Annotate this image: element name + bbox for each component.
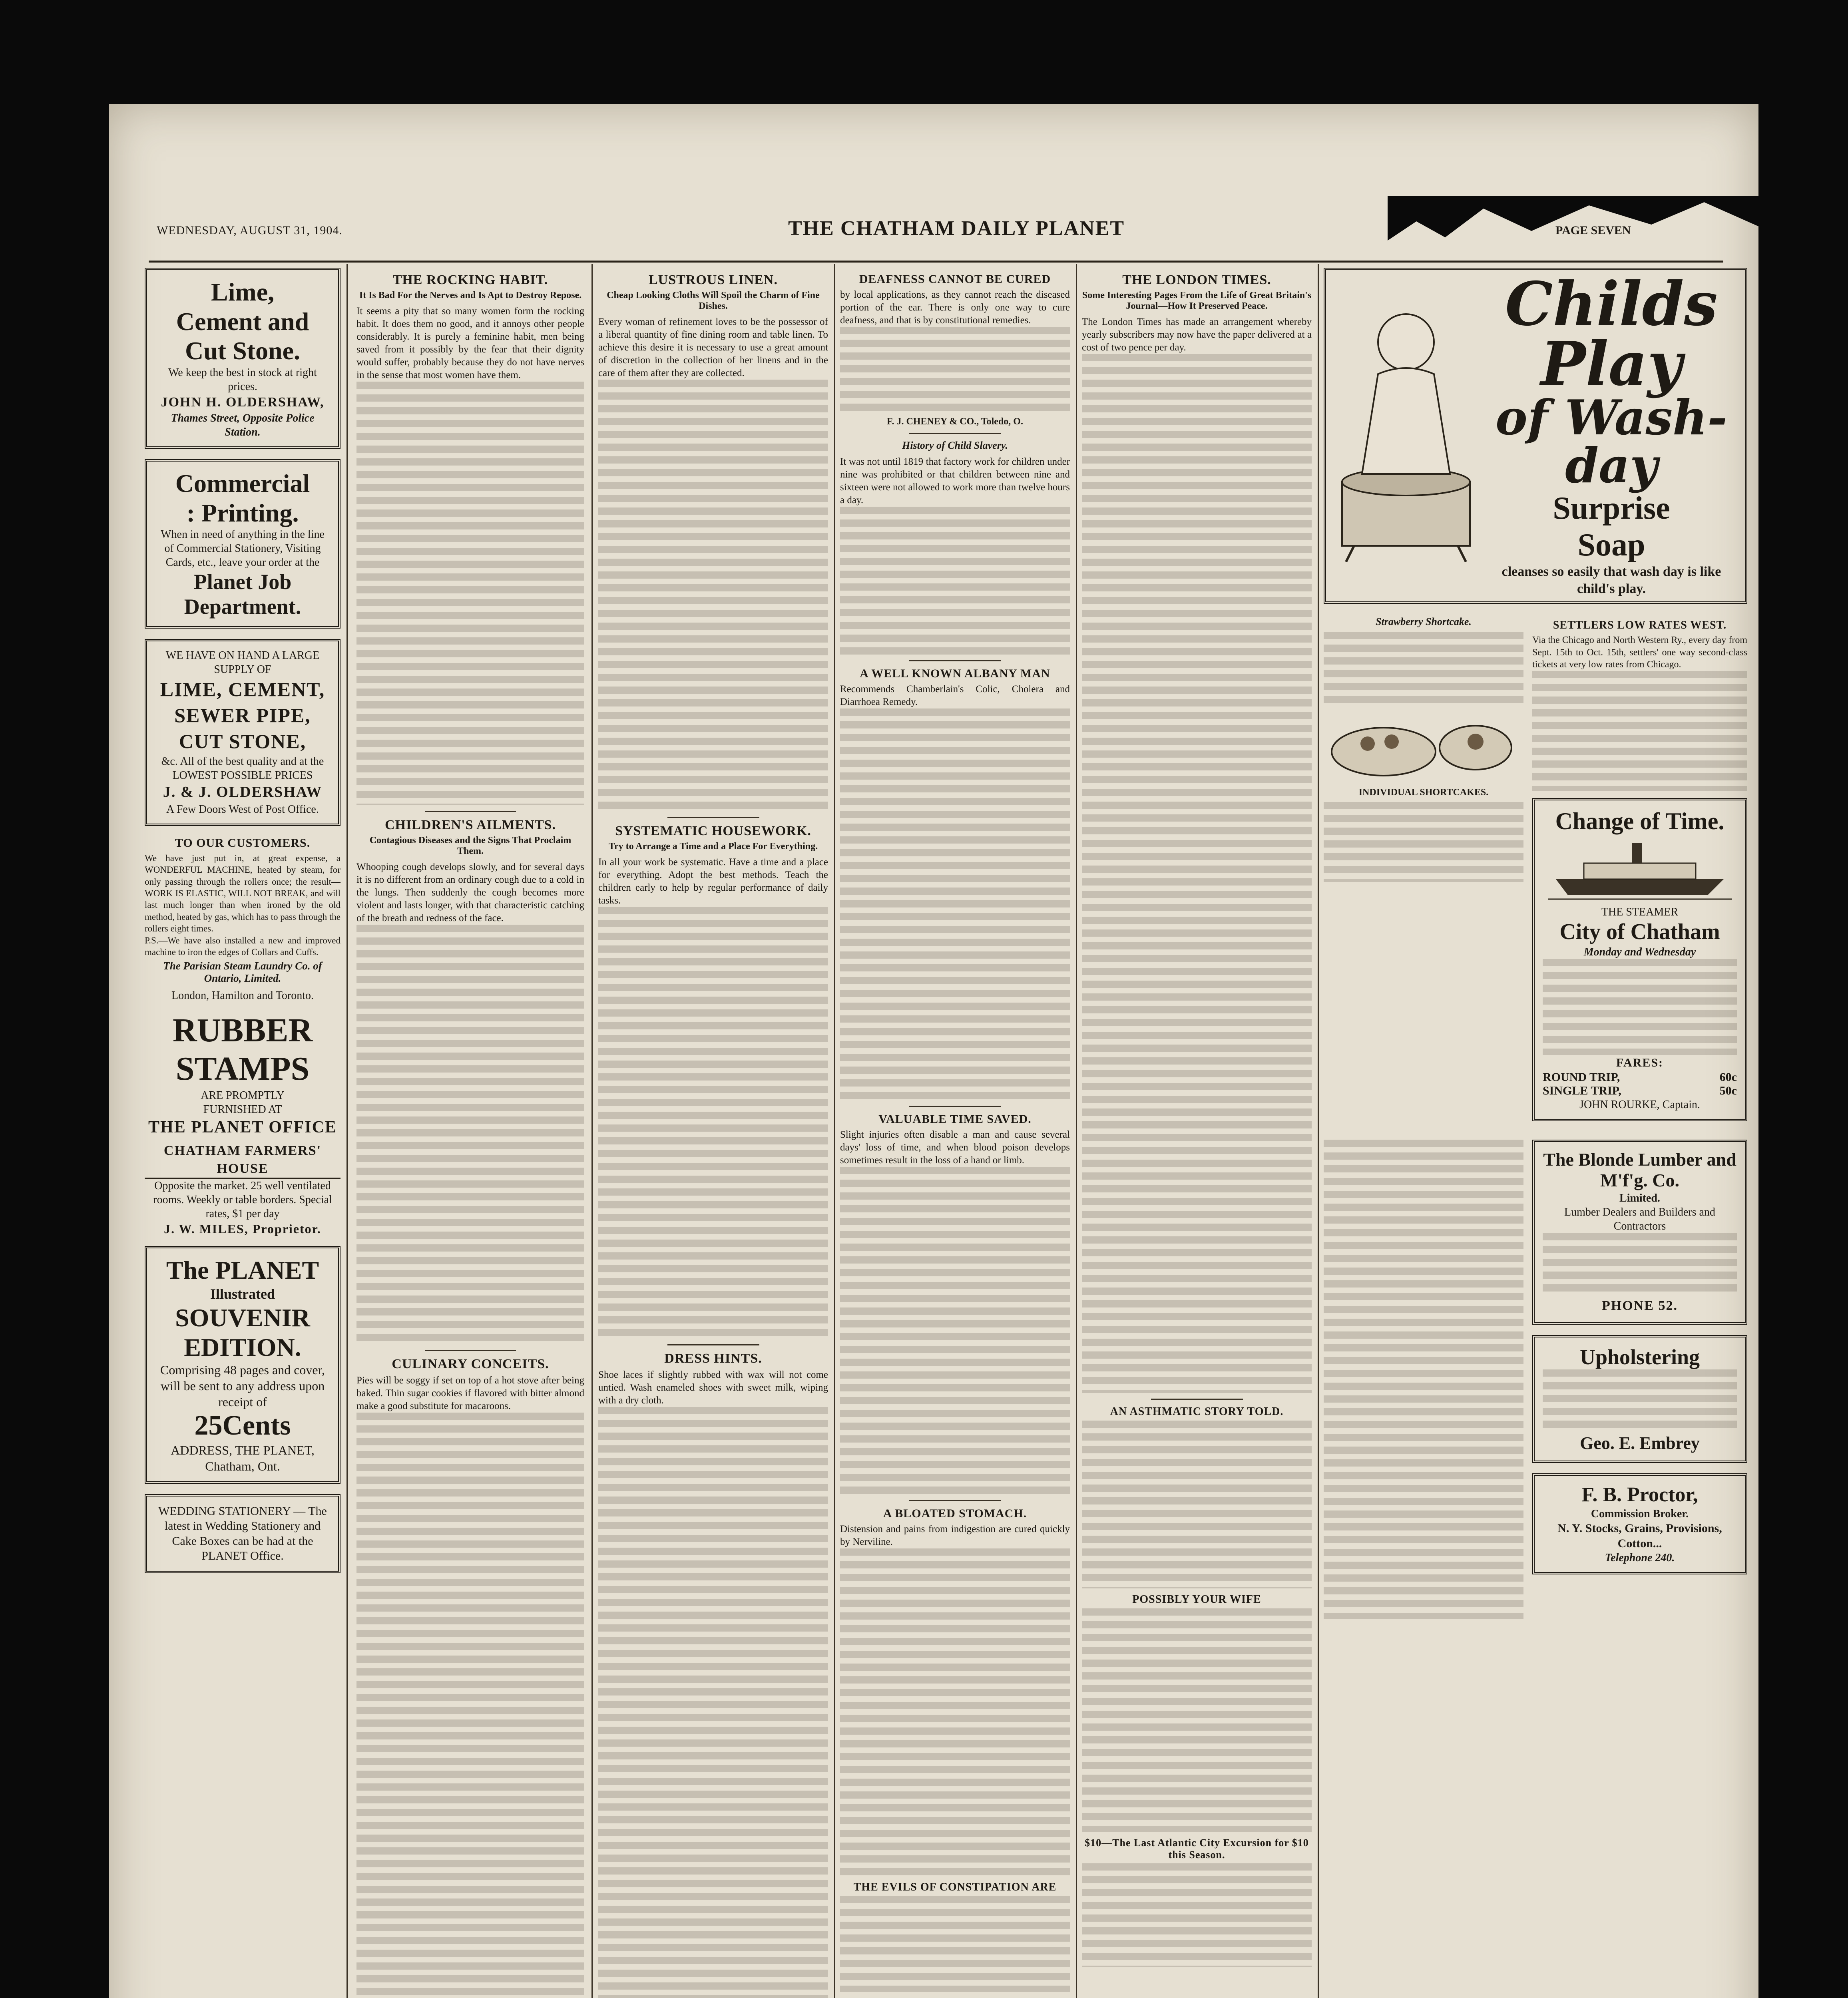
notice-text: P.S.—We have also installed a new and improved machine to iron the edges of Collars and Cuffs. <box>145 935 341 957</box>
souvenir-ad <box>145 1246 341 1483</box>
ad-text: Commission Broker. <box>1591 1508 1689 1520</box>
ad-headline: EDITION. <box>184 1333 301 1361</box>
ad-headline: The PLANET <box>166 1256 319 1285</box>
article-title: LUSTROUS LINEN. <box>649 273 778 287</box>
ad-text: &c. All of the best quality and at the LOWEST POSSIBLE PRICES <box>161 755 324 782</box>
ad-headline: of Wash-day <box>1495 390 1728 494</box>
ad-text: When in need of anything in the line of Commercial Stationery, Visiting Cards, etc., leave your order at the <box>161 528 325 569</box>
column-4 <box>840 268 1070 1992</box>
article-title: CHILDREN'S AILMENTS. <box>384 818 556 832</box>
ad-text: N. Y. Stocks, Grains, Provisions, Cotton... <box>1557 1522 1722 1550</box>
ad-headline: Cut Stone. <box>185 336 301 365</box>
ad-headline: Cement and <box>176 307 309 336</box>
article-body: Recommends Chamberlain's Colic, Cholera and Diarrhoea Remedy. <box>840 684 1070 707</box>
child-washing-illustration <box>1330 274 1482 562</box>
ad-headline: City of Chatham <box>1559 919 1720 945</box>
ad-headline: STAMPS <box>175 1050 310 1088</box>
ad-headline: Planet Job <box>193 570 292 594</box>
fare-price: 50c <box>1719 1084 1737 1097</box>
article-subtitle: Cheap Looking Cloths Will Spoil the Charm of Fine Dishes. <box>607 290 820 311</box>
article-title: THE ROCKING HABIT. <box>392 273 548 287</box>
column-rule <box>1318 264 1319 1998</box>
steamer-illustration <box>1548 835 1732 903</box>
article-body: Via the Chicago and North Western Ry., every day from Sept. 15th to Oct. 15th, settlers' one way second-class tickets at very low rates from Chicago. <box>1532 635 1747 670</box>
article-text-block <box>840 1548 1070 1876</box>
ad-headline: RUBBER <box>172 1011 313 1049</box>
article-text-block <box>1324 632 1523 704</box>
ad-text: FURNISHED AT <box>203 1103 282 1116</box>
article-text-block <box>840 1896 1070 1992</box>
ad-text: Comprising 48 pages and cover, will be sent to any address upon receipt of <box>160 1363 325 1409</box>
ad-headline: Commercial <box>175 469 310 498</box>
article-title: History of Child Slavery. <box>902 440 1008 451</box>
bottom-row <box>1324 1140 1747 1619</box>
rubber-stamps-ad <box>145 1011 341 1138</box>
dateline: WEDNESDAY, AUGUST 31, 1904. <box>157 224 343 237</box>
article-title: VALUABLE TIME SAVED. <box>878 1112 1032 1126</box>
blonde-lumber-ad <box>1532 1140 1747 1325</box>
article-title: SYSTEMATIC HOUSEWORK. <box>615 824 811 838</box>
fare-row <box>1543 1084 1737 1098</box>
ad-price: 25Cents <box>194 1410 291 1441</box>
brand-name: Surprise <box>1553 491 1670 526</box>
ad-text: Lumber Dealers and Builders and Contractors <box>1564 1206 1715 1233</box>
ad-name: J. & J. OLDERSHAW <box>163 784 323 801</box>
wedding-stationery-ad <box>145 1494 341 1573</box>
column-6 <box>1324 268 1747 1619</box>
ad-headline: : Printing. <box>186 498 299 527</box>
article-text-block <box>840 507 1070 655</box>
column-rule <box>1076 264 1077 1998</box>
separator <box>909 660 1001 661</box>
ad-text: WE HAVE ON HAND A LARGE SUPPLY OF <box>165 649 320 676</box>
separator <box>909 1106 1001 1107</box>
fare-label: SINGLE TRIP, <box>1543 1084 1621 1097</box>
article-title: DEAFNESS CANNOT BE CURED <box>859 273 1051 286</box>
ad-text: Opposite the market. 25 well ventilated rooms. Weekly or table borders. Special rates, $1 per day <box>153 1179 332 1220</box>
proctor-ad <box>1532 1473 1747 1574</box>
article-subtitle: Some Interesting Pages From the Life of Great Britain's Journal—How It Preserved Peace. <box>1082 290 1312 311</box>
ad-text: ARE PROMPTLY <box>201 1089 285 1102</box>
article-text-block <box>356 1413 584 1998</box>
article-subtitle: Try to Arrange a Time and a Place For Everything. <box>608 841 818 852</box>
article-title: A BLOATED STOMACH. <box>883 1507 1027 1520</box>
article-text-block <box>598 1407 828 1998</box>
article-body: The London Times has made an arrangement whereby yearly subscribers may now have the paper delivered at a cost of two pence per day. <box>1082 316 1312 353</box>
steamer-ad <box>1532 798 1747 1121</box>
article-title: Strawberry Shortcake. <box>1376 616 1472 627</box>
ad-text: cleanses so easily that wash day is like child's play. <box>1502 564 1721 596</box>
ad-name: J. W. MILES, Proprietor. <box>164 1221 321 1236</box>
ad-phone: PHONE 52. <box>1602 1298 1678 1313</box>
supply-ad <box>145 639 341 826</box>
settlers-notice <box>1532 614 1747 1132</box>
column-2 <box>356 268 584 1998</box>
article-title: DRESS HINTS. <box>664 1351 762 1366</box>
illustration-caption: INDIVIDUAL SHORTCAKES. <box>1358 787 1489 798</box>
article-text-block <box>1082 1863 1312 1967</box>
article-body: Slight injuries often disable a man and cause several days' loss of time, and when blood poison develops sometimes result in the loss of a hand or limb. <box>840 1129 1070 1166</box>
masthead: THE CHATHAM DAILY PLANET <box>788 217 1125 240</box>
ad-name: JOHN H. OLDERSHAW, <box>161 394 325 410</box>
column-rule <box>834 264 835 1998</box>
article-title: THE EVILS OF CONSTIPATION ARE <box>853 1881 1057 1893</box>
notice-text: We have just put in, at great expense, a WONDERFUL MACHINE, heated by steam, for only passing through the rollers once; the result—WORK IS ELASTIC, WILL NOT BREAK, and will last much longer than when ironed by the old method, heated by gas, which has to pass through the rollers eight times. <box>145 853 341 934</box>
ad-headline: Childs Play <box>1505 269 1718 399</box>
article-body: It seems a pity that so many women form the rocking habit. It does them no good, and it annoys other people considerably. It is purely a feminine habit, men being saved from it possibly by the fear that their dignity would suffer, probably because they do not have nerves in the sense that most women have them. <box>356 306 584 380</box>
article-text-block <box>840 1167 1070 1495</box>
ad-text: We keep the best in stock at right prices. <box>168 366 317 393</box>
brand-name: Soap <box>1577 527 1645 563</box>
article-body: by local applications, as they cannot reach the diseased portion of the ear. There is only one way to cure deafness, and that is by constitutional remedies. <box>840 289 1070 326</box>
upholstering-ad <box>1532 1335 1747 1463</box>
article-text-block <box>840 327 1070 415</box>
ad-text-block <box>1543 1233 1737 1297</box>
separator <box>425 1350 516 1351</box>
ad-text-block <box>1543 1369 1737 1433</box>
separator <box>667 817 759 818</box>
article-title: THE LONDON TIMES. <box>1122 273 1271 287</box>
article-text-block <box>356 925 584 1344</box>
ad-headline: F. B. Proctor, <box>1581 1483 1698 1506</box>
ad-headline: THE PLANET OFFICE <box>148 1118 337 1136</box>
lime-ad <box>145 268 341 449</box>
ad-address: A Few Doors West of Post Office. <box>166 803 319 816</box>
article-body: Every woman of refinement loves to be the possessor of a liberal quantity of fine dining room and table linen. To achieve this desire it is necessary to use a great amount of discretion in the collection of her linens and in the care of them after they are collected. <box>598 316 828 378</box>
column-rule <box>346 264 348 1998</box>
ad-phone: Telephone 240. <box>1605 1552 1675 1564</box>
article-text-block <box>598 380 828 811</box>
laundry-notice <box>145 836 341 1003</box>
column-3 <box>598 268 828 1998</box>
column-1 <box>145 268 341 1584</box>
ad-name: Geo. E. Embrey <box>1580 1433 1700 1453</box>
article-body: Distension and pains from indigestion are cured quickly by Nerviline. <box>840 1524 1070 1547</box>
separator <box>667 1344 759 1345</box>
article-text-block <box>1082 1608 1312 1832</box>
ad-headline: Lime, <box>211 278 275 306</box>
separator <box>1151 1399 1243 1400</box>
article-title: SETTLERS LOW RATES WEST. <box>1553 619 1727 631</box>
ad-text: Monday and Wednesday <box>1583 945 1696 958</box>
ad-text: THE STEAMER <box>1601 906 1679 919</box>
fare-price: 60c <box>1719 1070 1737 1084</box>
ad-address: ADDRESS, THE PLANET, Chatham, Ont. <box>171 1443 315 1473</box>
ad-address: Thames Street, Opposite Police Station. <box>171 412 315 438</box>
ad-headline: Department. <box>184 595 301 619</box>
article-body: Pies will be soggy if set on top of a hot stove after being baked. Thin sugar cookies if flavored with bitter almond make a good substitute for macaroons. <box>356 1375 584 1411</box>
article-text-block <box>598 907 828 1339</box>
ad-copy <box>1482 269 1741 597</box>
ad-headline: Change of Time. <box>1555 808 1725 835</box>
bottom-left-text <box>1324 1140 1523 1619</box>
ad-headline: CHATHAM FARMERS' HOUSE <box>145 1142 341 1178</box>
article-subtitle: It Is Bad For the Nerves and Is Apt to Destroy Repose. <box>359 290 582 300</box>
article-text-block <box>356 382 584 805</box>
article-text-block <box>1532 671 1747 791</box>
printing-ad <box>145 459 341 629</box>
page-number: PAGE SEVEN <box>1555 224 1631 237</box>
ad-text: WEDDING STATIONERY — The latest in Wedding Stationery and Cake Boxes can be had at the PLANET Office. <box>158 1504 327 1563</box>
article-body: It was not until 1819 that factory work for children under nine was prohibited or that children between nine and sixteen were not allowed to work more than twelve hours a day. <box>840 456 1070 505</box>
notice-address: London, Hamilton and Toronto. <box>171 989 314 1002</box>
ad-headline: SOUVENIR <box>175 1303 310 1332</box>
ad-text: Illustrated <box>210 1286 275 1302</box>
article-text-block <box>1324 1140 1523 1619</box>
ad-text: JOHN ROURKE, Captain. <box>1579 1098 1700 1111</box>
article-text-block <box>840 708 1070 1100</box>
article-title: A WELL KNOWN ALBANY MAN <box>860 667 1050 680</box>
column-rule <box>591 264 593 1998</box>
fare-row <box>1543 1071 1737 1084</box>
ad-text: FARES: <box>1616 1056 1664 1069</box>
column-5 <box>1082 268 1312 1967</box>
ad-text-block <box>1543 959 1737 1055</box>
article-subtitle: Contagious Diseases and the Signs That Proclaim Them. <box>369 835 572 856</box>
article-body: In all your work be systematic. Have a time and a place for everything. Adopt the best methods. Teach the children early to help by regular performance of daily tasks. <box>598 857 828 906</box>
middle-row <box>1324 614 1747 1132</box>
ad-text: Limited. <box>1619 1192 1660 1205</box>
ad-headline: LIME, CEMENT, SEWER PIPE, CUT STONE, <box>160 678 325 753</box>
shortcake-illustration <box>1324 704 1523 784</box>
notice-title: TO OUR CUSTOMERS. <box>175 836 311 850</box>
strawberry-article <box>1324 614 1523 1132</box>
notice-name: The Parisian Steam Laundry Co. of Ontario, Limited. <box>163 959 322 984</box>
ad-headline: Upholstering <box>1579 1345 1700 1369</box>
ad-headline: The Blonde Lumber and M'f'g. Co. <box>1543 1149 1736 1191</box>
article-title: $10—The Last Atlantic City Excursion for $10 this Season. <box>1085 1837 1309 1861</box>
article-text-block <box>1082 1421 1312 1588</box>
header-rule <box>149 261 1723 263</box>
separator <box>909 433 1001 434</box>
article-body: Whooping cough develops slowly, and for several days it is no different from an ordinary cough due to a cold in the lungs. Then suddenly the cough becomes more violent and lasts longer, with that characteristic catching of the breath and redness of the face. <box>356 862 584 923</box>
farmers-house-ad <box>145 1142 341 1237</box>
ad-layout <box>1330 269 1741 597</box>
separator <box>425 811 516 812</box>
newspaper-page <box>109 104 1758 1998</box>
article-text-block <box>1082 354 1312 1393</box>
article-title: AN ASTHMATIC STORY TOLD. <box>1110 1405 1284 1418</box>
surprise-soap-ad <box>1324 268 1747 604</box>
article-body: Shoe laces if slightly rubbed with wax will not come untied. Wash enameled shoes with sweet milk, wiping with a dry cloth. <box>598 1369 828 1406</box>
separator <box>909 1500 1001 1501</box>
article-title: POSSIBLY YOUR WIFE <box>1132 1593 1261 1606</box>
article-title: CULINARY CONCEITS. <box>392 1357 549 1371</box>
fare-label: ROUND TRIP, <box>1543 1070 1620 1084</box>
bottom-right-ads <box>1532 1140 1747 1619</box>
article-text-block <box>1324 802 1523 882</box>
article-signature: F. J. CHENEY & CO., Toledo, O. <box>887 416 1023 427</box>
